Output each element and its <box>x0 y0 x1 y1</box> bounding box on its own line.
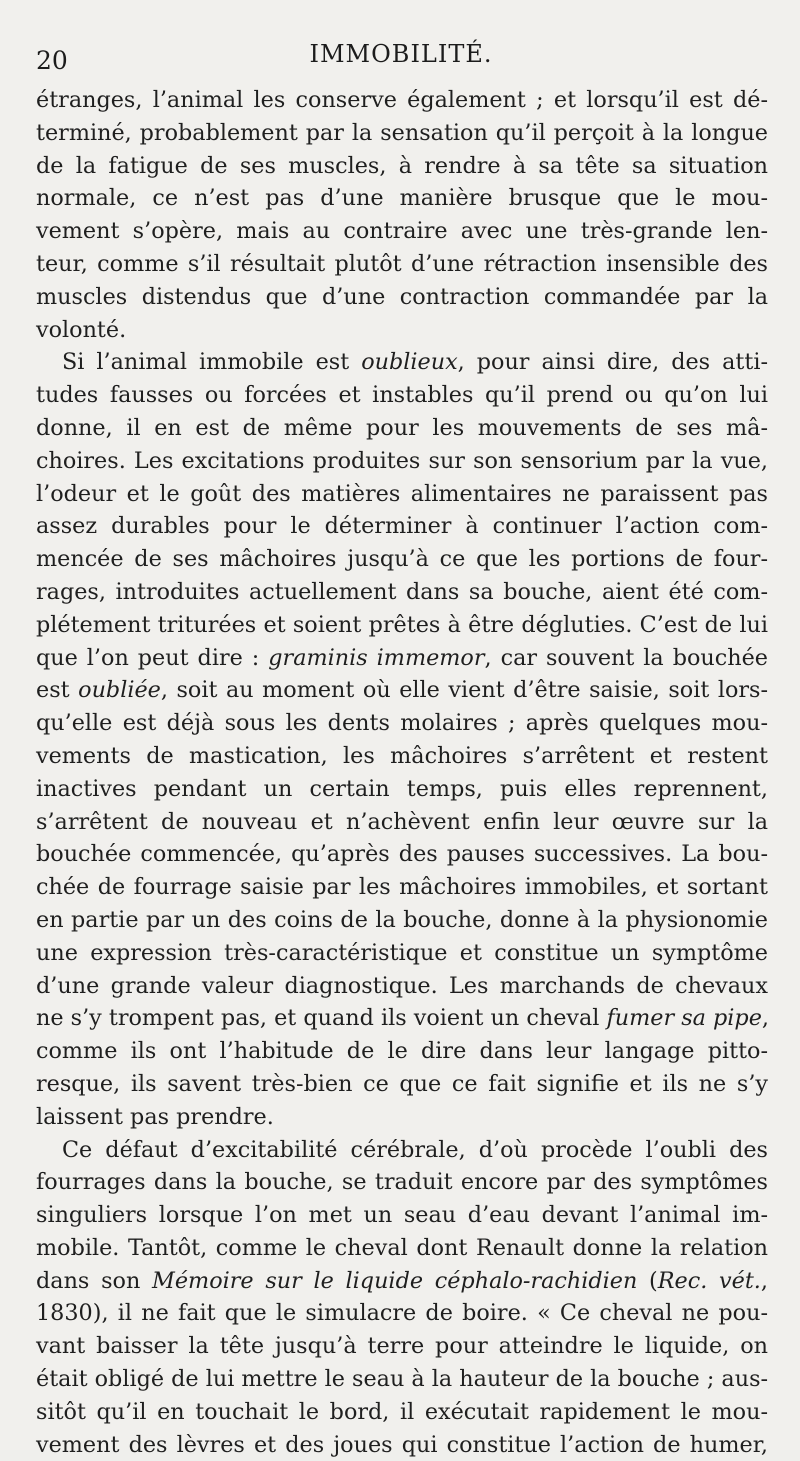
italic-text: fumer sa pipe <box>606 1005 762 1032</box>
text-run: dans son <box>36 1267 153 1294</box>
text-line <box>36 937 768 970</box>
text-run: Si l’animal immobile est <box>62 349 362 376</box>
text-line <box>36 412 768 445</box>
text-run: ne s’y trompent pas, et quand ils voient un cheval <box>36 1005 607 1032</box>
text-run: d’une grande valeur diagnostique. Les marchands de chevaux <box>36 972 768 999</box>
text-run: normale, ce n’est pas d’une manière brusque que le mou- <box>36 185 768 212</box>
text-line <box>36 1166 768 1199</box>
text-line <box>36 1363 768 1396</box>
text-line <box>36 248 768 281</box>
text-run: Ce défaut d’excitabilité cérébrale, d’où procède l’oubli des <box>62 1136 768 1163</box>
text-run: une expression très-caractéristique et constitue un symptôme <box>36 939 768 966</box>
body-text <box>36 84 768 1461</box>
text-line <box>36 806 768 839</box>
text-line <box>36 904 768 937</box>
text-run: l’odeur et le goût des matières alimentaires ne paraissent pas <box>36 480 768 507</box>
text-run: étranges, l’animal les conserve également ; et lorsqu’il est dé- <box>36 87 768 113</box>
text-line <box>36 838 768 871</box>
text-run: tudes fausses ou forcées et instables qu’il prend ou qu’on lui <box>36 382 768 409</box>
text-run: resque, ils savent très-bien ce que ce fait signifie et ils ne s’y <box>36 1070 768 1097</box>
text-line <box>36 609 768 642</box>
text-run: choires. Les excitations produites sur son sensorium par la vue, <box>36 447 768 474</box>
text-line <box>36 871 768 904</box>
text-run: en partie par un des coins de la bouche, donne à la physionomie <box>36 906 768 933</box>
text-line <box>36 1035 768 1068</box>
text-run: assez durables pour le déterminer à continuer l’action com- <box>36 513 768 540</box>
text-run: chée de fourrage saisie par les mâchoires immobiles, et sortant <box>36 874 768 901</box>
running-title: IMMOBILITÉ. <box>309 40 493 68</box>
italic-text: graminis immemor <box>268 644 485 671</box>
text-run: , <box>761 1005 769 1032</box>
text-line <box>36 773 768 806</box>
text-run: volonté. <box>36 316 127 343</box>
text-run: était obligé de lui mettre le seau à la hauteur de la bouche ; aus- <box>36 1366 769 1393</box>
text-line <box>36 1232 768 1265</box>
text-line <box>36 379 768 412</box>
text-run: inactives pendant un certain temps, puis elles reprennent, <box>36 775 768 802</box>
text-run: que l’on peut dire : <box>36 644 269 671</box>
text-run: terminé, probablement par la sensation qu’il perçoit à la longue <box>36 119 768 146</box>
page-number: 20 <box>36 46 68 75</box>
text-line <box>36 478 768 511</box>
text-line <box>36 543 768 576</box>
text-line <box>36 117 768 150</box>
text-run: , <box>760 1267 768 1294</box>
text-line <box>36 1265 768 1298</box>
text-line <box>36 642 768 675</box>
text-line <box>36 1101 768 1134</box>
text-run: , soit au moment où elle vient d’être saisie, soit lors- <box>160 677 769 704</box>
text-run: vement des lèvres et des joues qui constitue l’action de humer, <box>36 1431 768 1458</box>
text-run: plétement triturées et soient prêtes à être dégluties. C’est de lui <box>36 611 768 638</box>
text-run: mencée de ses mâchoires jusqu’à ce que les portions de four- <box>36 546 768 573</box>
text-run: de la fatigue de ses muscles, à rendre à sa tête sa situation <box>36 152 768 179</box>
italic-text: oubliée <box>78 677 161 704</box>
text-run: laissent pas prendre. <box>36 1103 274 1130</box>
running-head <box>36 40 766 80</box>
text-run: vement s’opère, mais au contraire avec une très-grande len- <box>36 218 768 245</box>
text-run: comme ils ont l’habitude de le dire dans leur langage pitto- <box>36 1038 768 1065</box>
text-run: 1830), il ne fait que le simulacre de boire. « Ce cheval ne pou- <box>36 1300 768 1327</box>
text-run: donne, il en est de même pour les mouvements de ses mâ- <box>36 414 768 441</box>
text-line <box>36 970 768 1003</box>
text-run: s’arrêtent de nouveau et n’achèvent enfin leur œuvre sur la <box>36 808 768 835</box>
text-line <box>36 314 768 347</box>
text-line <box>36 576 768 609</box>
text-run: qu’elle est déjà sous les dents molaires ; après quelques mou- <box>36 710 768 737</box>
text-run: singuliers lorsque l’on met un seau d’eau devant l’animal im- <box>36 1202 768 1229</box>
text-line <box>36 1396 768 1429</box>
text-line <box>36 674 768 707</box>
text-line <box>36 215 768 248</box>
text-line <box>36 281 768 314</box>
text-line <box>36 1429 768 1461</box>
text-line <box>36 707 768 740</box>
text-line <box>36 1199 768 1232</box>
text-run: , car souvent la bouchée <box>484 644 769 671</box>
text-run: sitôt qu’il en touchait le bord, il exécutait rapidement le mou- <box>36 1398 768 1425</box>
text-run: bouchée commencée, qu’après des pauses successives. La bou- <box>36 841 768 868</box>
text-line <box>36 1330 768 1363</box>
text-line <box>36 182 768 215</box>
text-run: mobile. Tantôt, comme le cheval dont Renault donne la relation <box>36 1234 768 1261</box>
text-line <box>36 445 768 478</box>
text-run: ( <box>637 1267 658 1294</box>
text-line <box>36 1297 768 1330</box>
text-line <box>36 1002 768 1035</box>
text-run: est <box>36 677 79 704</box>
text-run: , pour ainsi dire, des atti- <box>457 349 769 376</box>
italic-text: Mémoire sur le liquide céphalo-rachidien <box>152 1267 638 1294</box>
text-run: vements de mastication, les mâchoires s’arrêtent et restent <box>36 742 768 769</box>
text-line <box>36 1134 768 1167</box>
text-line <box>36 510 768 543</box>
italic-text: Rec. vét. <box>657 1267 761 1294</box>
text-line <box>36 1068 768 1101</box>
text-line <box>36 84 768 117</box>
text-run: rages, introduites actuellement dans sa bouche, aient été com- <box>36 578 768 605</box>
text-line <box>36 346 768 379</box>
text-run: fourrages dans la bouche, se traduit encore par des symptômes <box>36 1169 768 1196</box>
italic-text: oublieux <box>361 349 458 376</box>
text-run: muscles distendus que d’une contraction commandée par la <box>36 283 768 310</box>
text-line <box>36 740 768 773</box>
text-line <box>36 150 768 183</box>
text-run: teur, comme s’il résultait plutôt d’une rétraction insensible des <box>36 250 768 277</box>
text-run: vant baisser la tête jusqu’à terre pour atteindre le liquide, on <box>36 1333 768 1360</box>
